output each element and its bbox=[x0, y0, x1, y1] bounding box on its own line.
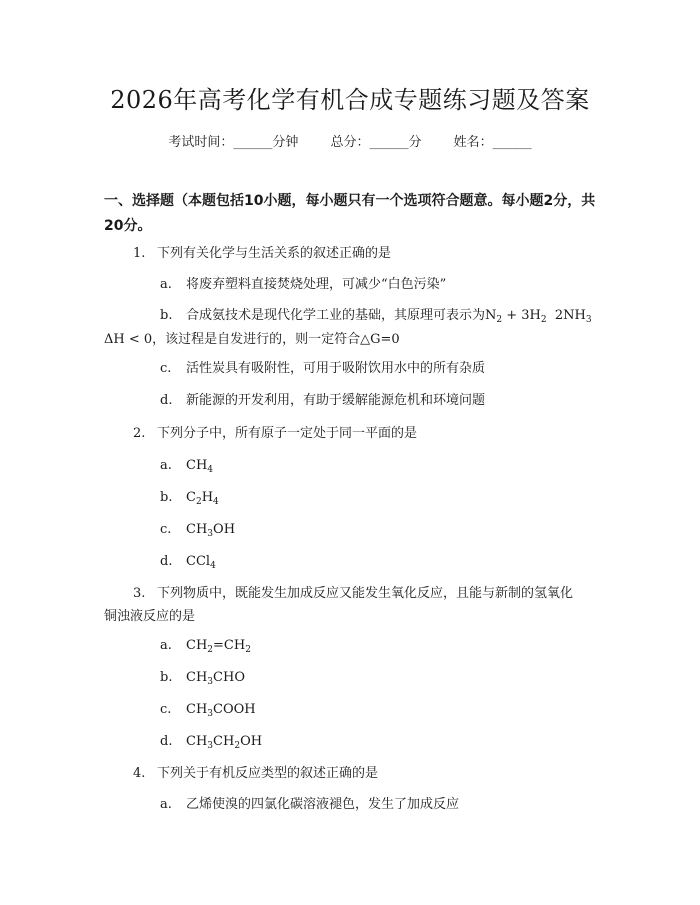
formula: $C_2H_4$ bbox=[186, 490, 219, 507]
option-text: 新能源的开发利用，有助于缓解能源危机和环境问题 bbox=[186, 393, 486, 408]
option-label: a. bbox=[160, 277, 172, 292]
option-label: b. bbox=[160, 670, 173, 685]
option-label: c. bbox=[160, 522, 172, 537]
question-stem: 下列有关化学与生活关系的叙述正确的是 bbox=[157, 246, 392, 261]
option-label: d. bbox=[160, 734, 173, 749]
q2-option-b bbox=[160, 486, 219, 510]
formula: $CH_3CH_2OH$ bbox=[186, 734, 263, 751]
option-label: a. bbox=[160, 797, 172, 812]
q1-option-c bbox=[160, 357, 485, 381]
q2-option-c bbox=[160, 518, 235, 542]
q1-option-d bbox=[160, 389, 485, 413]
q2-option-d bbox=[160, 550, 216, 574]
question-3 bbox=[133, 582, 573, 606]
q3-option-a bbox=[160, 634, 251, 658]
option-label: a. bbox=[160, 458, 172, 473]
formula: $CH_3OH$ bbox=[186, 522, 236, 539]
option-label: d. bbox=[160, 393, 173, 408]
question-2 bbox=[133, 422, 417, 446]
formula: $CH_2=CH_2$ bbox=[186, 638, 251, 655]
option-label: b. bbox=[160, 490, 173, 505]
q2-option-a bbox=[160, 454, 213, 478]
question-stem: 下列关于有机反应类型的叙述正确的是 bbox=[157, 766, 379, 781]
formula: $CH_4$ bbox=[186, 458, 214, 475]
formula: $CH_3COOH$ bbox=[186, 702, 256, 719]
section-heading: 一、选择题（本题包括10小题，每小题只有一个选项符合题意。每小题2分，共20分。 bbox=[104, 193, 596, 234]
page-title: 2026年高考化学有机合成专题练习题及答案 bbox=[110, 86, 590, 114]
question-3-stem-line2: 铜浊液反应的是 bbox=[104, 609, 196, 624]
option-label: a. bbox=[160, 638, 172, 653]
q1-option-a bbox=[160, 273, 446, 297]
question-number: 3. bbox=[133, 586, 146, 601]
question-stem: 下列物质中，既能发生加成反应又能发生氧化反应，且能与新制的氢氧化 bbox=[157, 586, 574, 601]
q3-option-c bbox=[160, 698, 256, 722]
option-text: 合成氨技术是现代化学工业的基础，其原理可表示为$N_2 + 3H_2$ $2NH_3$ bbox=[186, 308, 592, 325]
question-number: 2. bbox=[133, 426, 146, 441]
q1-option-b bbox=[160, 304, 592, 328]
exam-meta bbox=[0, 131, 700, 150]
q3-option-b bbox=[160, 666, 245, 690]
option-text: 乙烯使溴的四氯化碳溶液褪色，发生了加成反应 bbox=[186, 797, 460, 812]
option-text: 将废弃塑料直接焚烧处理，可减少“白色污染” bbox=[186, 277, 447, 292]
formula: $CH_3CHO$ bbox=[186, 670, 245, 687]
question-1 bbox=[133, 242, 391, 266]
q3-option-d bbox=[160, 730, 262, 754]
question-stem: 下列分子中，所有原子一定处于同一平面的是 bbox=[157, 426, 418, 441]
option-label: d. bbox=[160, 554, 173, 569]
student-name-field: 姓名：______ bbox=[453, 135, 532, 150]
exam-time-field: 考试时间：______分钟 bbox=[168, 135, 299, 150]
option-text: 活性炭具有吸附性，可用于吸附饮用水中的所有杂质 bbox=[186, 361, 486, 376]
total-score-field: 总分：______分 bbox=[330, 135, 422, 150]
q1-option-b-line2: ΔH < 0，该过程是自发进行的，则一定符合△G=0 bbox=[104, 332, 400, 347]
q4-option-a bbox=[160, 793, 459, 817]
question-4 bbox=[133, 762, 378, 786]
option-label: c. bbox=[160, 702, 172, 717]
option-label: b. bbox=[160, 308, 173, 323]
question-number: 1. bbox=[133, 246, 146, 261]
formula: CCl$_4$ bbox=[186, 554, 216, 571]
question-number: 4. bbox=[133, 766, 146, 781]
option-label: c. bbox=[160, 361, 172, 376]
